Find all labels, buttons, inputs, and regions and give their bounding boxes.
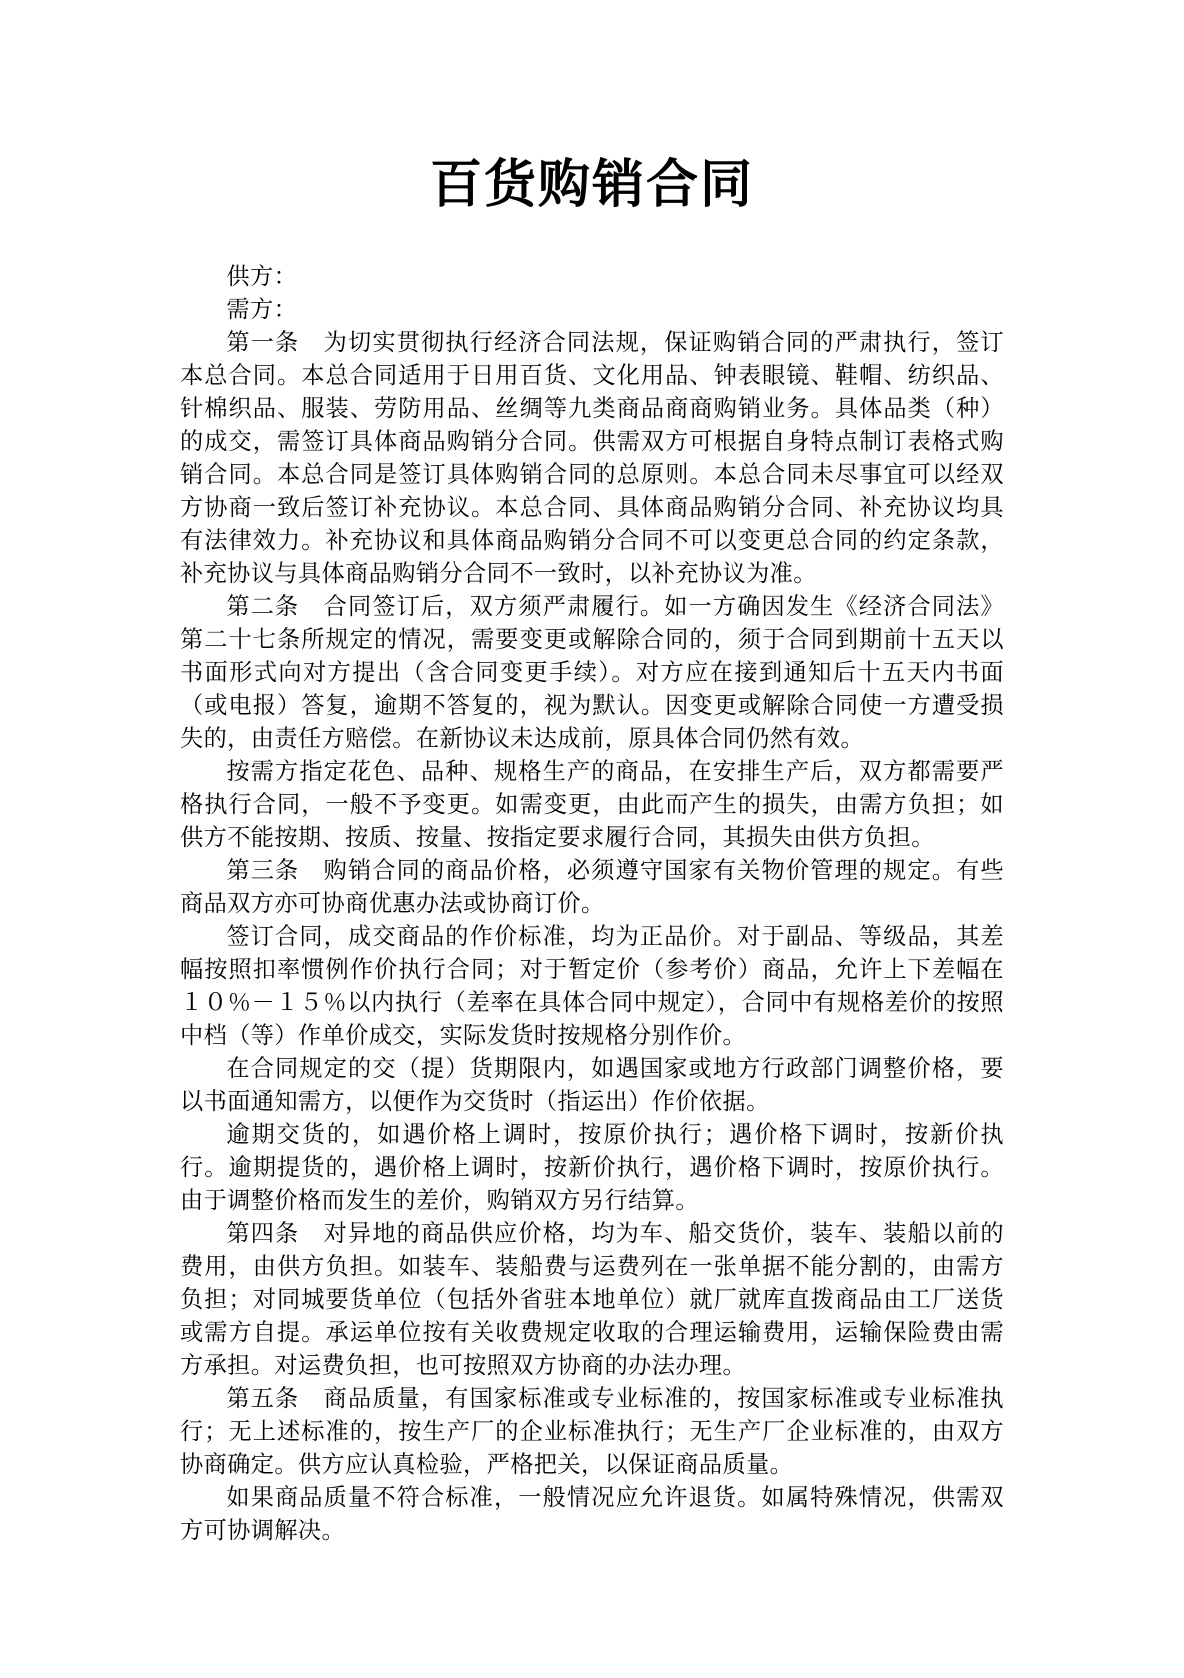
article-2-paragraph: 按需方指定花色、品种、规格生产的商品，在安排生产后，双方都需要严格执行合同，一般不予变更。如需变更，由此而产生的损失，由需方负担；如供方不能按期、按质、按量、按指定要求履行合同，其损失由供方负担。 <box>180 758 1004 851</box>
article-4: 第四条 对异地的商品供应价格，均为车、船交货价，装车、装船以前的费用，由供方负担。如装车、装船费与运费列在一张单据不能分割的，由需方负担；对同城要货单位（包括外省驻本地单位）就厂就库直拨商品由工厂送货或需方自提。承运单位按有关收费规定收取的合理运输费用，运输保险费由需方承担。对运费负担，也可按照双方协商的办法办理。 <box>180 1220 1004 1379</box>
article-3-paragraph-pricing: 签订合同，成交商品的作价标准，均为正品价。对于副品、等级品，其差幅按照扣率惯例作价执行合同；对于暂定价（参考价）商品，允许上下差幅在１０％－１５％以内执行（差率在具体合同中规定），合同中有规格差价的按照中档（等）作单价成交，实际发货时按规格分别作价。 <box>180 923 1004 1049</box>
document-body <box>180 260 1004 1547</box>
article-3-paragraph-overdue: 逾期交货的，如遇价格上调时，按原价执行；遇价格下调时，按新价执行。逾期提货的，遇价格上调时，按新价执行，遇价格下调时，按原价执行。由于调整价格而发生的差价，购销双方另行结算。 <box>180 1121 1004 1214</box>
article-1: 第一条 为切实贯彻执行经济合同法规，保证购销合同的严肃执行，签订本总合同。本总合同适用于日用百货、文化用品、钟表眼镜、鞋帽、纺织品、针棉织品、服装、劳防用品、丝绸等九类商品商商购销业务。具体品类（种）的成交，需签订具体商品购销分合同。供需双方可根据自身特点制订表格式购销合同。本总合同是签订具体购销合同的总原则。本总合同未尽事宜可以经双方协商一致后签订补充协议。本总合同、具体商品购销分合同、补充协议均具有法律效力。补充协议和具体商品购销分合同不可以变更总合同的约定条款，补充协议与具体商品购销分合同不一致时，以补充协议为准。 <box>180 329 1004 587</box>
article-5-paragraph: 如果商品质量不符合标准，一般情况应允许退货。如属特殊情况，供需双方可协调解决。 <box>180 1484 1004 1544</box>
buyer-line: 需方： <box>226 296 298 323</box>
article-3: 第三条 购销合同的商品价格，必须遵守国家有关物价管理的规定。有些商品双方亦可协商优惠办法或协商订价。 <box>180 857 1004 917</box>
article-5: 第五条 商品质量，有国家标准或专业标准的，按国家标准或专业标准执行；无上述标准的，按生产厂的企业标准执行；无生产厂企业标准的，由双方协商确定。供方应认真检验，严格把关，以保证商品质量。 <box>180 1385 1004 1478</box>
article-3-paragraph-adjustment: 在合同规定的交（提）货期限内，如遇国家或地方行政部门调整价格，要以书面通知需方，以便作为交货时（指运出）作价依据。 <box>180 1055 1004 1115</box>
document-title: 百货购销合同 <box>429 155 754 215</box>
document-page <box>180 0 1004 1547</box>
article-2: 第二条 合同签订后，双方须严肃履行。如一方确因发生《经济合同法》第二十七条所规定的情况，需要变更或解除合同的，须于合同到期前十五天以书面形式向对方提出（含合同变更手续）。对方应在接到通知后十五天内书面（或电报）答复，逾期不答复的，视为默认。因变更或解除合同使一方遭受损失的，由责任方赔偿。在新协议未达成前，原具体合同仍然有效。 <box>180 593 1004 752</box>
supplier-line: 供方： <box>226 263 298 290</box>
